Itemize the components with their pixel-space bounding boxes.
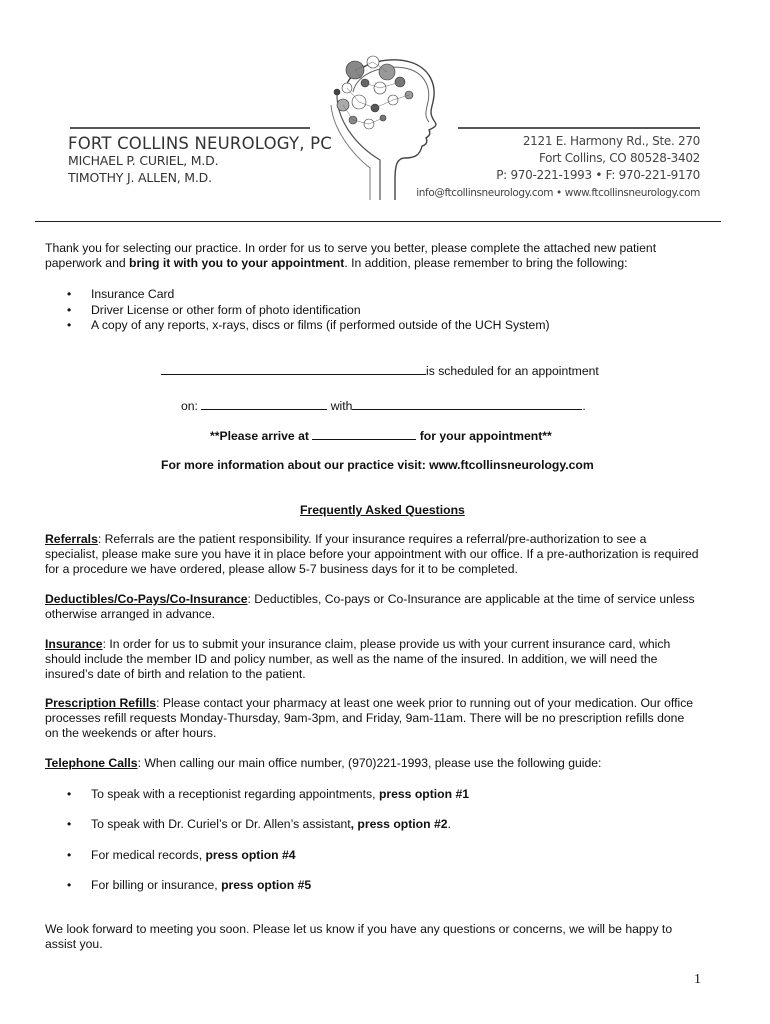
brain-head-logo-icon [325, 50, 455, 205]
phone-option-bold: , press option #2 [350, 817, 448, 831]
phone-option-bold: press option #1 [378, 787, 470, 801]
page-number: 1 [694, 972, 701, 987]
intro-line-1: Thank you for selecting our practice. In order for us to serve you better, please complete the attached new patient [45, 241, 657, 255]
phone-option [67, 787, 470, 803]
period: . [582, 399, 586, 413]
list-item-text: Insurance Card [91, 287, 175, 301]
faq-insurance [45, 637, 735, 682]
refills-line-2: processes refill requests Monday-Thursday, 9am-3pm, and Friday, 9am-11am. There will be no prescription refills done [45, 711, 685, 725]
deductibles-title: Deductibles/Co-Pays/Co-Insurance [45, 592, 248, 606]
appointment-date-row [181, 398, 586, 415]
referrals-title: Referrals [45, 532, 98, 546]
doctor-name-1: MICHAEL P. CURIEL, M.D. [68, 153, 219, 168]
appointment-date-blank[interactable] [201, 398, 327, 410]
closing-paragraph [45, 922, 735, 952]
referrals-line-1: : Referrals are the patient responsibility. If your insurance requires a referral/pre-authorization to see a [97, 532, 647, 546]
bullet-icon: • [67, 848, 72, 862]
intro-line-2-text: paperwork and [45, 256, 130, 270]
phone-option [67, 848, 296, 864]
bullet-icon: • [67, 287, 72, 301]
list-item [67, 287, 550, 303]
address-line-1: 2121 E. Harmony Rd., Ste. 270 [522, 134, 700, 148]
email-website: info@ftcollinsneurology.com • www.ftcollinsneurology.com [416, 187, 700, 199]
intro-bring-emphasis: bring it with you to your appointment [129, 256, 345, 270]
faq-deductibles [45, 592, 735, 622]
bullet-icon: • [67, 878, 72, 892]
closing-line-2: assist you. [45, 937, 103, 951]
telephone-title: Telephone Calls [45, 756, 138, 770]
referrals-line-3: for a procedure we have ordered, please allow 5-7 business days for it to be completed. [45, 562, 518, 576]
bring-list [67, 287, 550, 334]
deductibles-line-2: otherwise arranged in advance. [45, 607, 216, 621]
insurance-title: Insurance [45, 637, 103, 651]
address-line-2: Fort Collins, CO 80528-3402 [538, 151, 700, 165]
phone-option-text: For billing or insurance, [91, 878, 222, 892]
on-label: on: [181, 399, 198, 413]
refills-line-1: : Please contact your pharmacy at least one week prior to running out of your medication. Our office [156, 696, 694, 710]
telephone-line-1: : When calling our main office number, (970)221-1993, please use the following guide: [137, 756, 602, 770]
letterhead-rule-right [458, 127, 700, 129]
referrals-line-2: specialist, please make sure you have it in place before your appointment with our office. If a pre-authorization is required [45, 547, 699, 561]
insurance-line-3: insured’s date of birth and relation to the patient. [45, 667, 306, 681]
arrive-text-end: for your appointment** [416, 429, 552, 443]
doctor-blank[interactable] [352, 398, 582, 410]
bullet-icon: • [67, 787, 72, 801]
list-item-text: Driver License or other form of photo identification [91, 302, 361, 317]
phone-option [67, 878, 312, 894]
phone-option-text: For medical records, [91, 848, 206, 862]
phone-option-bold: press option #5 [221, 878, 312, 892]
intro-line-2 [45, 256, 735, 271]
insurance-line-2: should include the member ID and policy number, as well as the name of the insured. In addition, we will need the [45, 652, 658, 666]
phone-option-text: To speak with Dr. Curiel’s or Dr. Allen’s assistant [91, 817, 351, 831]
refills-title: Prescription Refills [45, 696, 157, 710]
phone-option-end: . [447, 817, 451, 831]
more-info-line: For more information about our practice visit: www.ftcollinsneurology.com [161, 458, 594, 472]
intro-paragraph [45, 241, 735, 271]
arrival-instructions [210, 428, 552, 445]
doctor-name-2: TIMOTHY J. ALLEN, M.D. [68, 170, 212, 185]
with-label: with [330, 399, 353, 413]
phone-option-bold: press option #4 [205, 848, 296, 862]
phone-option [67, 817, 451, 833]
deductibles-line-1: : Deductibles, Co-pays or Co-Insurance are applicable at the time of service unless [247, 592, 695, 606]
list-item [67, 302, 550, 319]
closing-line-1: We look forward to meeting you soon. Please let us know if you have any questions or concerns, we will be happy to [45, 922, 673, 936]
bullet-icon: • [67, 817, 72, 831]
letterhead-rule-left [70, 127, 310, 129]
arrival-time-blank[interactable] [312, 428, 416, 440]
patient-name-blank[interactable] [161, 363, 426, 375]
intro-line-2-end: . In addition, please remember to bring the following: [344, 256, 628, 270]
bullet-icon: • [67, 318, 72, 332]
appointment-scheduled-row [161, 363, 599, 380]
faq-telephone [45, 756, 735, 771]
faq-refills [45, 696, 735, 741]
phone-fax: P: 970-221-1993 • F: 970-221-9170 [496, 168, 700, 182]
faq-referrals [45, 532, 735, 577]
scheduled-text: is scheduled for an appointment [426, 364, 599, 378]
phone-option-text: To speak with a receptionist regarding appointments, [91, 787, 379, 801]
insurance-line-1: : In order for us to submit your insurance claim, please provide us with your current insurance card, which [102, 637, 671, 651]
list-item-text: A copy of any reports, x-rays, discs or films (if performed outside of the UCH System) [91, 318, 550, 332]
faq-heading: Frequently Asked Questions [300, 503, 465, 517]
letterhead-divider [35, 221, 721, 222]
practice-name: FORT COLLINS NEUROLOGY, PC [68, 134, 332, 153]
list-item [67, 318, 550, 334]
arrive-text: **Please arrive at [210, 429, 313, 443]
refills-line-3: on the weekends or after hours. [45, 726, 217, 740]
bullet-icon: • [67, 302, 72, 317]
